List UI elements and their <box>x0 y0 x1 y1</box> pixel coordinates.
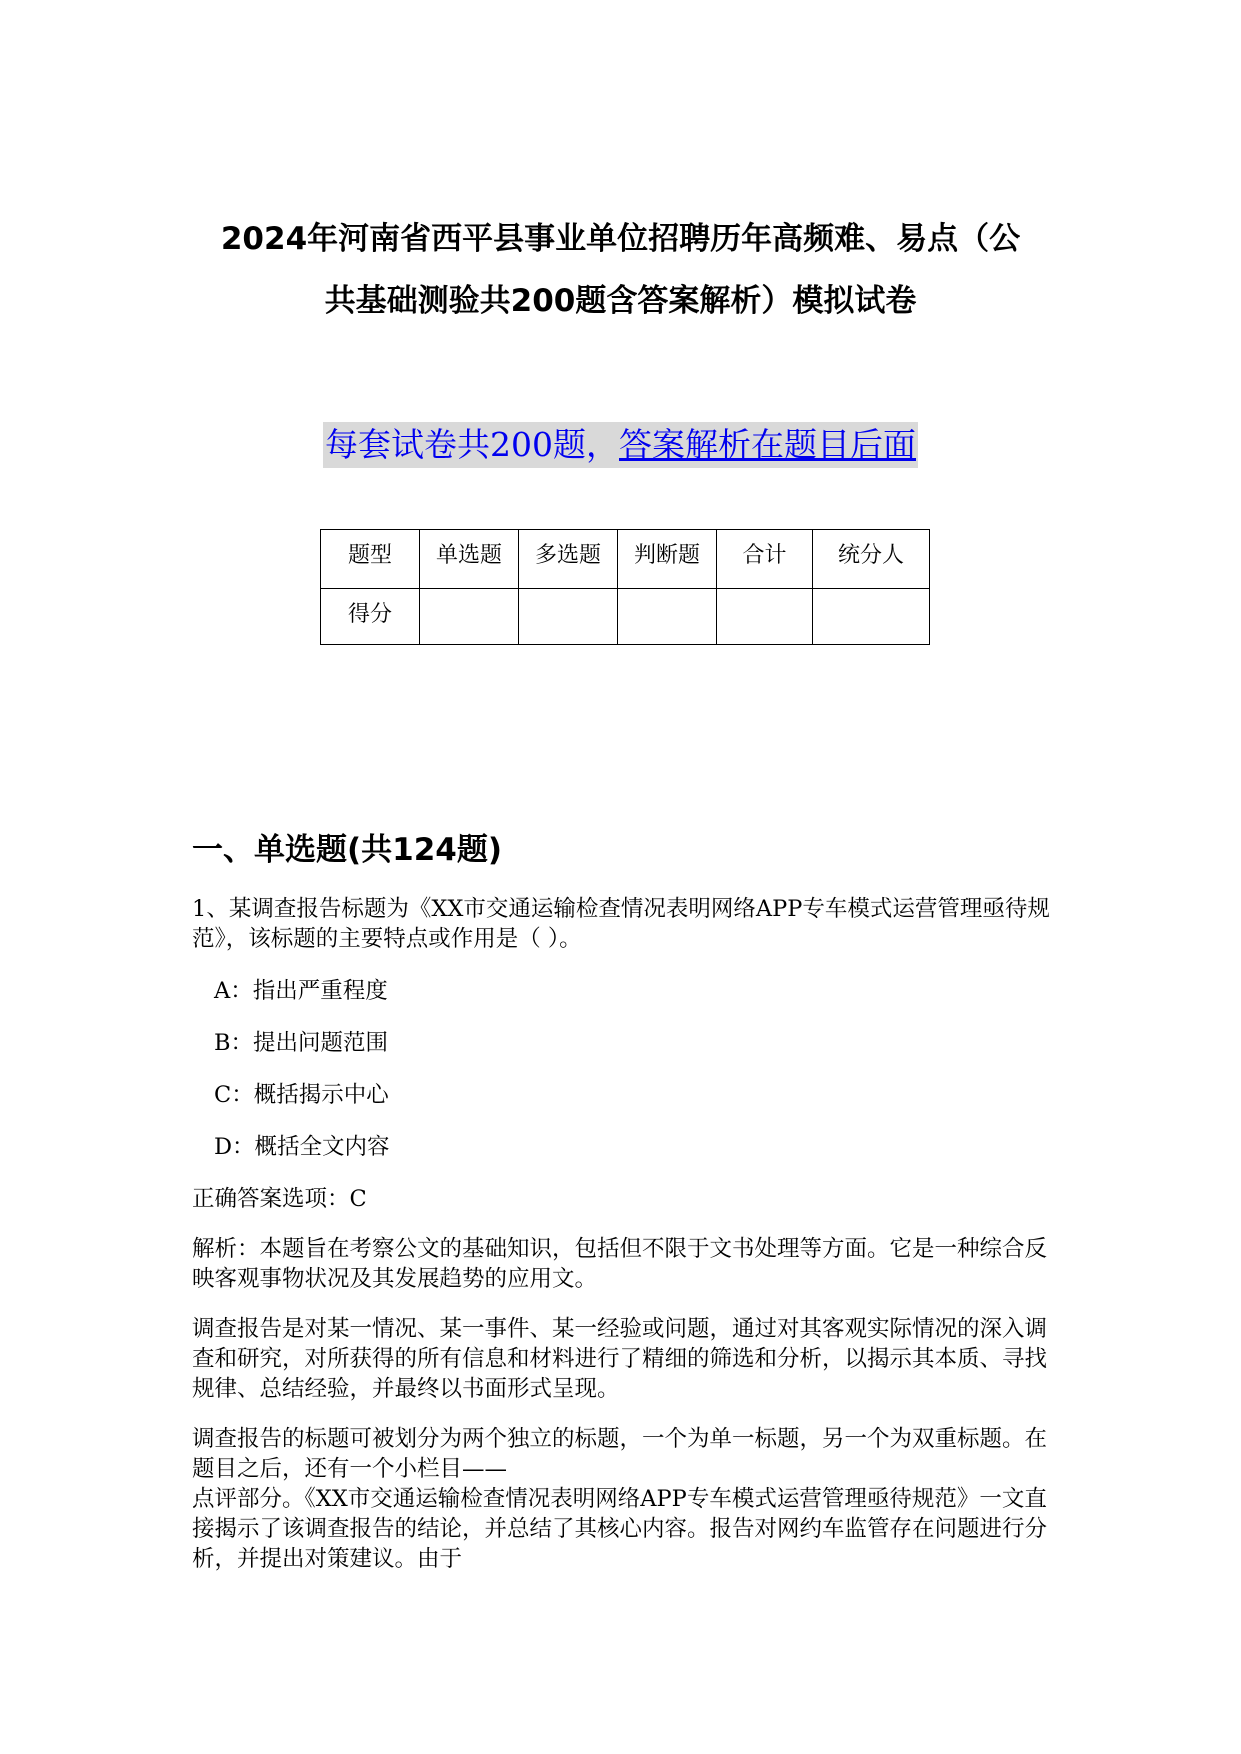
header-cell-type: 题型 <box>321 530 420 589</box>
correct-answer: 正确答案选项：C <box>192 1186 367 1212</box>
header-cell-scorer: 统分人 <box>813 530 930 589</box>
title-line-1: 2024年河南省西平县事业单位招聘历年高频难、易点（公 <box>220 221 1021 257</box>
score-cell-judge[interactable] <box>618 589 717 645</box>
score-table <box>320 529 930 645</box>
header-cell-total: 合计 <box>717 530 813 589</box>
score-row-label: 得分 <box>321 589 420 645</box>
answer-location-link[interactable]: 答案解析在题目后面 <box>619 425 916 464</box>
document-title <box>150 208 1091 332</box>
option-c: C：概括揭示中心 <box>214 1082 389 1108</box>
question-block <box>192 894 1067 1574</box>
score-table-score-row <box>321 589 930 645</box>
question-stem: 1、某调查报告标题为《XX市交通运输检查情况表明网络APP专车模式运营管理亟待规范》，该标题的主要特点或作用是（ ）。 <box>192 896 1050 952</box>
option-d: D：概括全文内容 <box>214 1134 390 1160</box>
score-cell-multiple[interactable] <box>519 589 618 645</box>
header-cell-judge: 判断题 <box>618 530 717 589</box>
analysis-paragraph-3: 调查报告的标题可被划分为两个独立的标题，一个为单一标题，另一个为双重标题。在题目之后，还有一个小栏目—— <box>192 1426 1048 1482</box>
score-table-header-row <box>321 530 930 589</box>
subtitle-text: 每套试卷共200题， <box>325 425 619 464</box>
analysis-paragraph-2: 调查报告是对某一情况、某一事件、某一经验或问题，通过对其客观实际情况的深入调查和研究，对所获得的所有信息和材料进行了精细的筛选和分析，以揭示其本质、寻找规律、总结经验，并最终以书面形式呈现。 <box>192 1316 1048 1402</box>
analysis-paragraph-4: 点评部分。《XX市交通运输检查情况表明网络APP专车模式运营管理亟待规范》一文直接揭示了该调查报告的结论，并总结了其核心内容。报告对网约车监管存在问题进行分析，并提出对策建议。由于 <box>192 1486 1048 1572</box>
score-cell-single[interactable] <box>420 589 519 645</box>
title-line-2: 共基础测验共200题含答案解析）模拟试卷 <box>324 283 917 319</box>
score-cell-total[interactable] <box>717 589 813 645</box>
score-cell-scorer[interactable] <box>813 589 930 645</box>
header-cell-multiple: 多选题 <box>519 530 618 589</box>
option-b: B：提出问题范围 <box>214 1030 389 1056</box>
subtitle-highlight <box>323 422 918 468</box>
section-heading: 一、单选题(共124题) <box>192 832 503 868</box>
option-a: A：指出严重程度 <box>214 978 388 1004</box>
subtitle-banner <box>0 422 1241 468</box>
analysis-paragraph-1: 解析：本题旨在考察公文的基础知识，包括但不限于文书处理等方面。它是一种综合反映客观事物状况及其发展趋势的应用文。 <box>192 1236 1048 1292</box>
header-cell-single: 单选题 <box>420 530 519 589</box>
